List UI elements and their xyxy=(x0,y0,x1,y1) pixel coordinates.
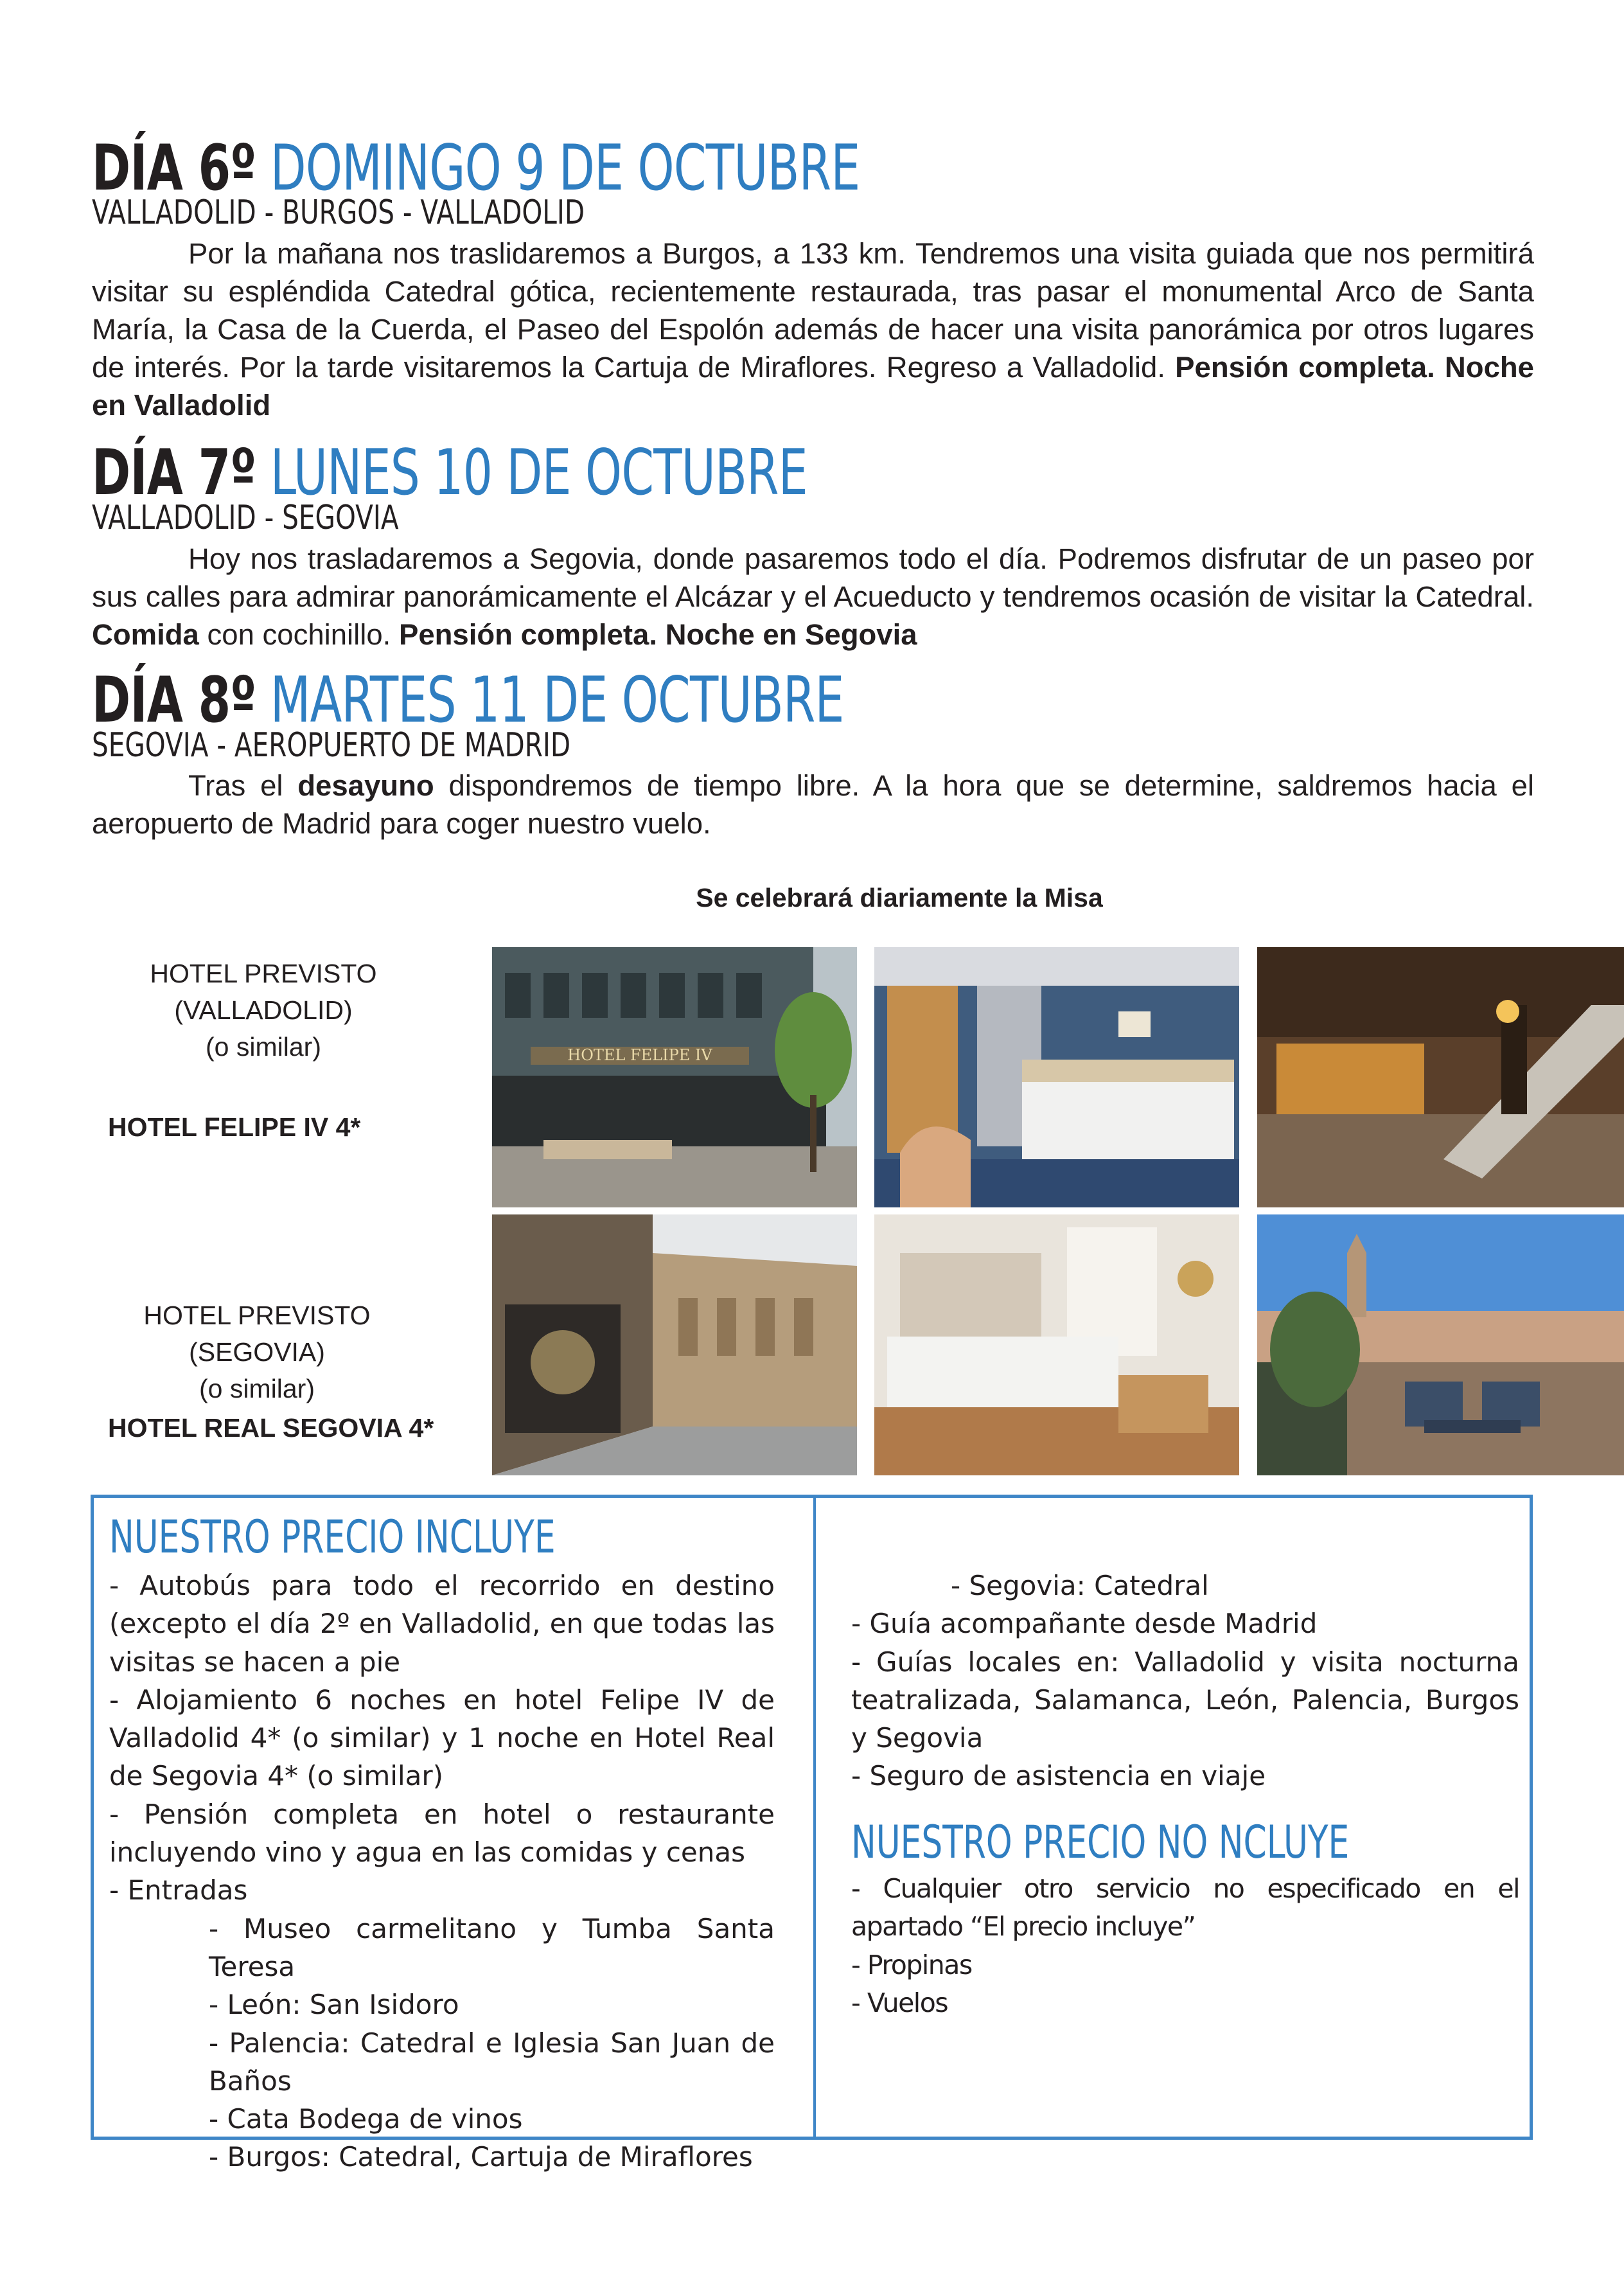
day-8-heading xyxy=(92,664,844,737)
misa-note: Se celebrará diariamente la Misa xyxy=(696,883,1103,912)
day-7-text: Hoy nos trasladaremos a Segovia, donde pasaremos todo el día. Podremos disfrutar de un paseo por sus calles para admirar panorámicamente el Alcázar y el Acueducto y tendremos ocasión de visitar la Catedral. Comida con cochinillo. Pensión completa. Noche en Segovia xyxy=(92,542,1534,651)
list-item: - Autobús para todo el recorrido en destino (excepto el día 2º en Valladolid, en que todas las visitas se hacen a pie xyxy=(109,1570,775,1678)
hotel-segovia-name: HOTEL REAL SEGOVIA 4* xyxy=(108,1413,434,1443)
facade-sign-text: HOTEL FELIPE IV xyxy=(567,1046,712,1064)
hotel-valladolid-name: HOTEL FELIPE IV 4* xyxy=(108,1112,361,1142)
includes-list-col2 xyxy=(851,1567,1519,1795)
list-item: - Pensión completa en hotel o restaurante incluyendo vino y agua en las comidas y cenas xyxy=(109,1798,775,1869)
excludes-title: NUESTRO PRECIO NO NCLUYE xyxy=(851,1816,1350,1869)
day-7-label: DÍA 7º xyxy=(92,436,256,510)
day-6-text: Por la mañana nos traslidaremos a Burgos, a 133 km. Tendremos una visita guiada que nos permitirá visitar su espléndida Catedral gótica, recientemente restaurada, tras pasar el monumental Arco de Santa María, la Casa de la Cuerda, el Paseo del Espolón además de hacer una visita panorámica por otros lugares de interés. Por la tarde visitaremos la Cartuja de Miraflores. Regreso a Valladolid. Pensión completa. Noche en Valladolid xyxy=(92,237,1534,422)
list-item: - Entradas xyxy=(109,1874,248,1907)
photo-hotel-felipe-bedroom xyxy=(874,947,1239,1207)
excludes-list xyxy=(851,1870,1519,2022)
list-item: - León: San Isidoro xyxy=(209,1989,459,2021)
day-7-heading xyxy=(92,436,808,510)
list-item: - Guías locales en: Valladolid y visita nocturna teatralizada, Salamanca, León, Palencia, Burgos y Segovia xyxy=(851,1646,1519,1754)
hotel-valladolid-label: HOTEL PREVISTO (VALLADOLID) (o similar) xyxy=(150,959,377,1062)
list-item: - Palencia: Catedral e Iglesia San Juan de Baños xyxy=(209,2027,775,2097)
photo-segovia-terrace xyxy=(1257,1214,1624,1475)
day-6-bold-end: Pensión completa. Noche en Valladolid xyxy=(92,351,1534,422)
day-8-text: Tras el desayuno dispondremos de tiempo libre. A la hora que se determine, saldremos hacia el aeropuerto de Madrid para coger nuestro vuelo. xyxy=(92,769,1534,840)
list-item: - Cata Bodega de vinos xyxy=(209,2103,523,2135)
day-7-bold-a: Comida xyxy=(92,618,199,651)
list-item: - Seguro de asistencia en viaje xyxy=(851,1760,1266,1792)
list-item: - Vuelos xyxy=(851,1987,948,2018)
day-6-date: DOMINGO 9 DE OCTUBRE xyxy=(270,132,860,205)
day-7-route: VALLADOLID - SEGOVIA xyxy=(92,499,399,537)
photo-hotel-felipe-facade xyxy=(492,947,857,1207)
list-item: - Segovia: Catedral xyxy=(951,1570,1209,1601)
includes-list-col1 xyxy=(109,1567,775,2176)
photo-hotel-segovia-street xyxy=(492,1214,857,1475)
day-8-route: SEGOVIA - AEROPUERTO DE MADRID xyxy=(92,726,571,765)
day-8-bold-a: desayuno xyxy=(297,769,434,802)
day-6-label: DÍA 6º xyxy=(92,132,256,205)
list-item: - Museo carmelitano y Tumba Santa Teresa xyxy=(209,1912,775,1982)
day-7-date: LUNES 10 DE OCTUBRE xyxy=(270,436,808,510)
photo-hotel-segovia-bedroom xyxy=(874,1214,1239,1475)
photo-hotel-felipe-lobby xyxy=(1257,947,1624,1207)
day-6-heading xyxy=(92,132,860,205)
list-item: - Burgos: Catedral, Cartuja de Miraflores xyxy=(209,2141,753,2173)
list-item: - Propinas xyxy=(851,1949,972,1980)
list-item: - Guía acompañante desde Madrid xyxy=(851,1608,1318,1640)
hotel-segovia-label: HOTEL PREVISTO (SEGOVIA) (o similar) xyxy=(143,1301,371,1403)
price-box-divider xyxy=(813,1495,816,2140)
list-item: - Cualquier otro servicio no especificado en el apartado “El precio incluye” xyxy=(851,1873,1519,1943)
list-item: - Alojamiento 6 noches en hotel Felipe IV de Valladolid 4* (o similar) y 1 noche en Hotel Real de Segovia 4* (o similar) xyxy=(109,1684,775,1792)
day-8-date: MARTES 11 DE OCTUBRE xyxy=(270,664,844,737)
day-7-bold-end: Pensión completa. Noche en Segovia xyxy=(398,618,917,651)
day-8-label: DÍA 8º xyxy=(92,664,256,737)
includes-title: NUESTRO PRECIO INCLUYE xyxy=(109,1511,556,1563)
day-6-route: VALLADOLID - BURGOS - VALLADOLID xyxy=(92,193,585,232)
